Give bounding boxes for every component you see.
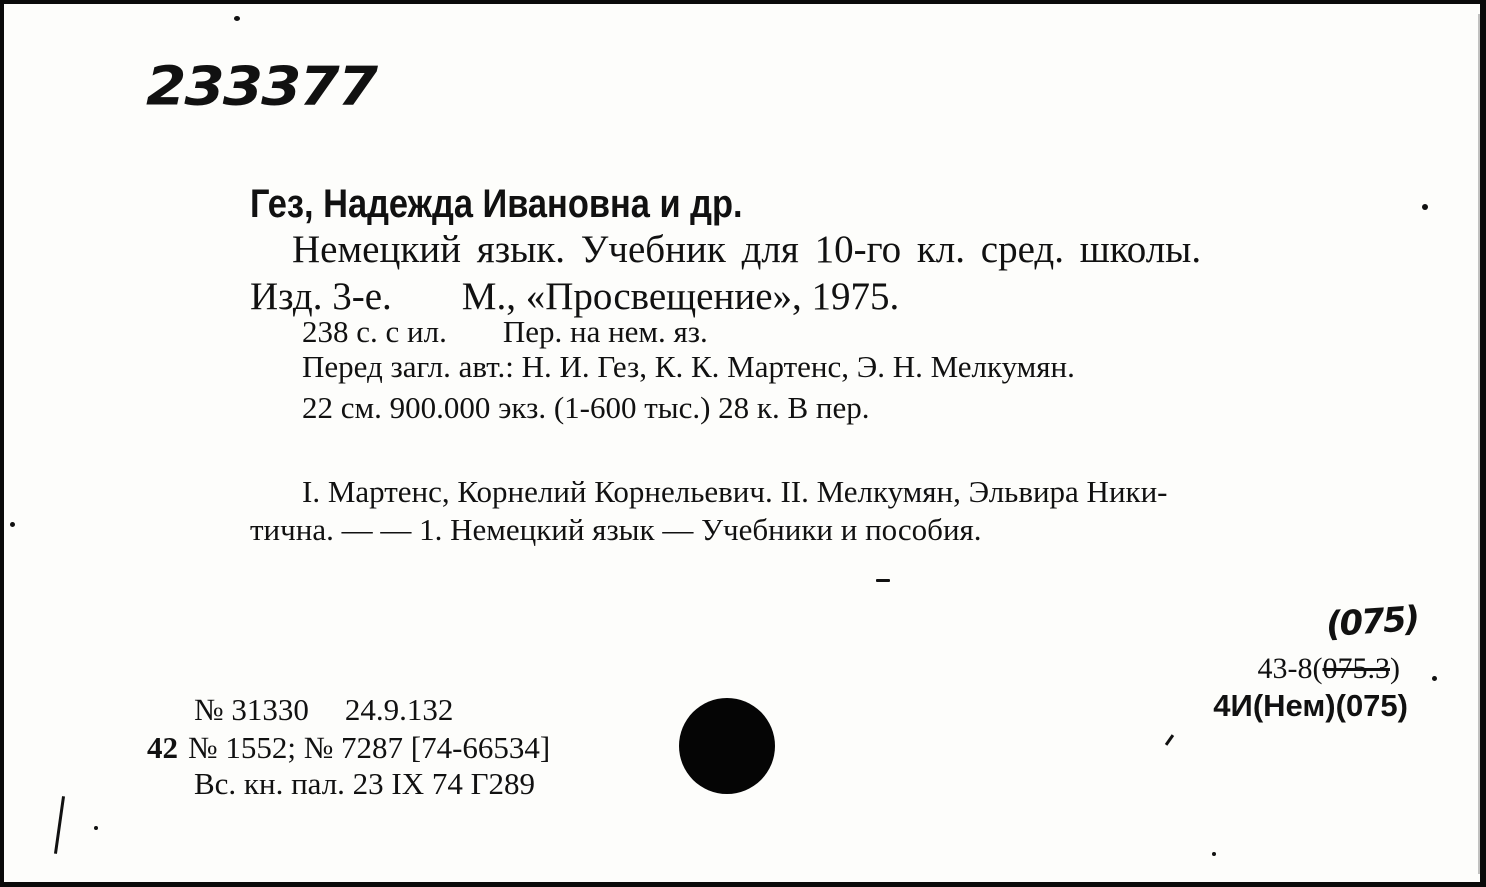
edge-shadow <box>1478 14 1482 874</box>
tracings-line-1: I. Мартенс, Корнелий Корнельевич. II. Мелкумян, Эльвира Ники- <box>302 474 1168 509</box>
speck <box>1432 676 1437 681</box>
pencil-mark <box>54 796 65 854</box>
order-line-2-text: № 1552; № 7287 [74-66534] <box>188 730 551 765</box>
speck <box>10 522 15 527</box>
order-line-1 <box>194 692 453 728</box>
order-line-2-lead: 42 <box>147 730 178 765</box>
author-heading: Гез, Надежда Ивановна и др. <box>250 182 743 226</box>
pages-line <box>302 314 708 350</box>
accession-number: 233377 <box>146 54 377 118</box>
punch-hole <box>679 698 775 794</box>
physical-description: 22 см. 900.000 экз. (1-600 тыс.) 28 к. В пер. <box>302 390 870 425</box>
speck <box>94 826 98 830</box>
authors-note: Перед загл. авт.: Н. И. Гез, К. К. Мартенс, Э. Н. Мелкумян. <box>302 349 1075 384</box>
speck <box>1422 204 1428 210</box>
speck <box>234 16 240 21</box>
language-note: Пер. на нем. яз. <box>502 314 708 349</box>
imprint: М., «Просвещение», 1975. <box>461 275 900 318</box>
pencil-mark <box>1165 734 1174 746</box>
class-struck: 075.3 <box>1322 652 1390 685</box>
title-line: Немецкий язык. Учебник для 10-го кл. сред. школы. <box>292 228 1202 271</box>
edition-imprint-line <box>250 274 899 319</box>
tracings-line-2: тична. — — 1. Немецкий язык — Учебники и пособия. <box>250 512 982 547</box>
order-line-2 <box>147 730 550 766</box>
order-number: № 31330 <box>194 692 309 727</box>
pages: 238 с. с ил. <box>302 314 447 349</box>
order-code: 24.9.132 <box>344 692 454 727</box>
class-number-line <box>1258 652 1400 686</box>
order-line-3: Вс. кн. пал. 23 IX 74 Г289 <box>194 766 536 801</box>
edition: Изд. 3-е. <box>250 275 392 318</box>
speck <box>1212 852 1216 856</box>
class-prefix: 43-8( <box>1257 652 1323 685</box>
class-number-bold: 4И(Нем)(075) <box>1213 688 1408 723</box>
speck <box>876 579 890 582</box>
handwritten-class-note: (075) <box>1324 598 1420 646</box>
class-suffix: ) <box>1390 652 1400 685</box>
